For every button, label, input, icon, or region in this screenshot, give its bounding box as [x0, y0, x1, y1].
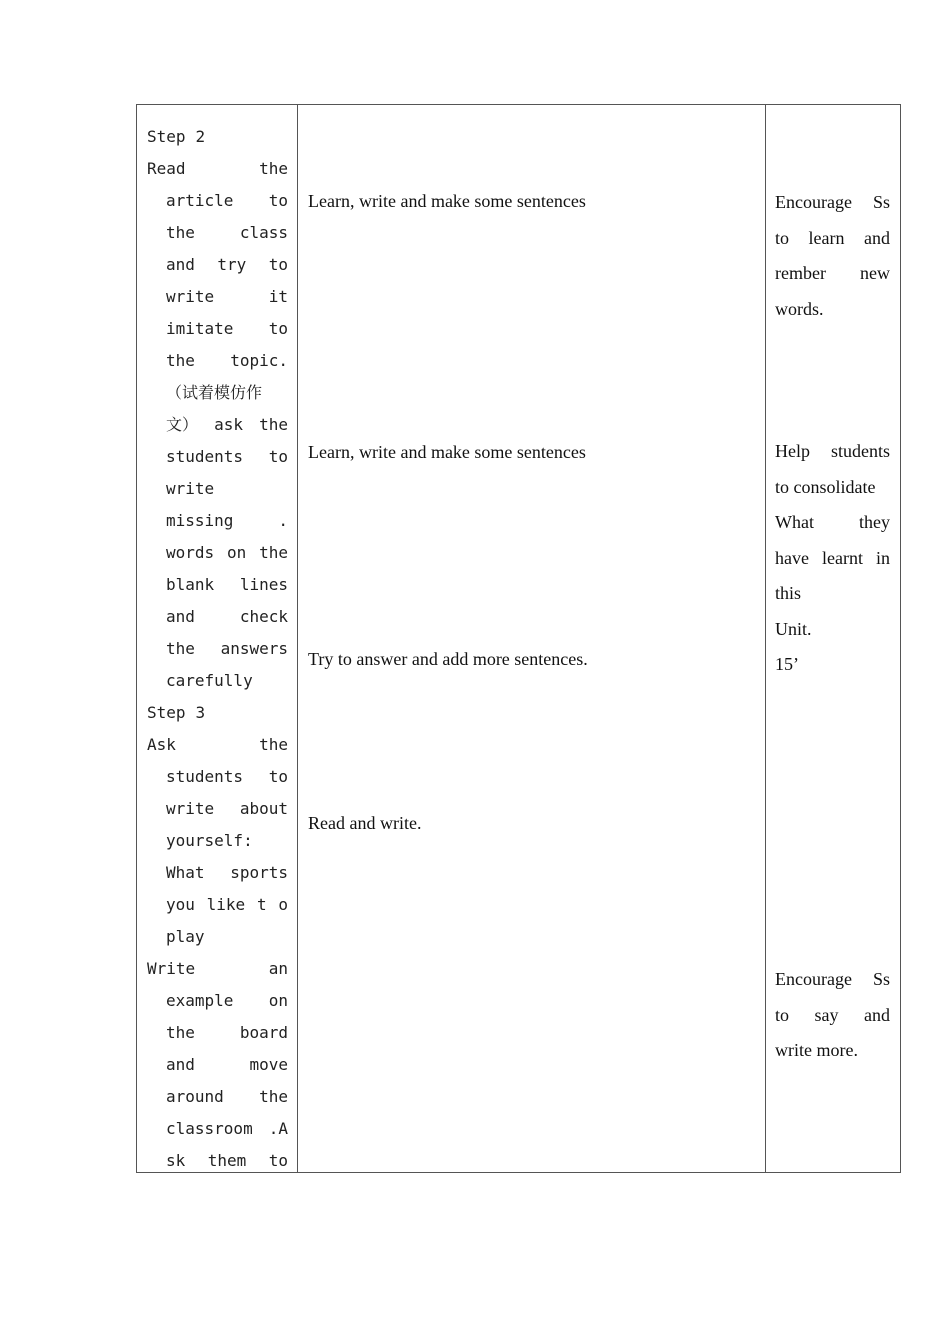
purpose-line: [775, 434, 890, 470]
word: about: [239, 799, 288, 818]
teacher-activity-line: [147, 281, 288, 313]
purpose-line: [775, 256, 890, 292]
word: yourself:: [166, 831, 253, 850]
word: to: [775, 227, 790, 248]
word: carefully: [166, 671, 253, 690]
word: sk: [166, 1151, 186, 1170]
teacher-activity-line: [147, 121, 288, 153]
word: Step: [147, 127, 186, 146]
column-divider: [765, 105, 766, 1172]
word: Read: [147, 159, 186, 178]
word: write: [166, 479, 215, 498]
word: Encourage: [775, 969, 852, 989]
word: 3: [195, 703, 206, 722]
teacher-activity-line: [147, 441, 288, 473]
word: article: [166, 191, 234, 210]
purpose-line: [775, 185, 890, 221]
word: classroom: [166, 1119, 253, 1138]
word: the: [166, 351, 195, 370]
purpose-line: [775, 647, 890, 683]
word: the: [166, 639, 195, 658]
word: board: [239, 1023, 288, 1042]
teacher-activity-line: [147, 1081, 288, 1113]
word: Unit.: [775, 618, 812, 639]
word: ask: [214, 415, 243, 434]
purpose-block: [775, 185, 890, 327]
teacher-activity-line: [147, 345, 288, 377]
word: write: [166, 287, 215, 306]
word: rember: [775, 263, 826, 283]
purpose-line: [775, 612, 890, 648]
teacher-activity-line: [147, 921, 288, 953]
word: Help: [775, 441, 810, 461]
word: 2: [195, 127, 206, 146]
word: imitate: [166, 319, 234, 338]
teacher-activity-line: [147, 153, 288, 185]
word: in: [875, 547, 890, 568]
teacher-activity-line: [147, 1049, 288, 1081]
purpose-line: [775, 998, 890, 1034]
teacher-activity-line: [147, 505, 288, 537]
column-divider: [297, 105, 298, 1172]
word: to: [775, 1004, 790, 1025]
word: and: [166, 1055, 195, 1074]
word: .A: [268, 1119, 288, 1138]
word: o: [278, 895, 288, 914]
word: students: [166, 767, 244, 786]
word: 15’: [775, 654, 799, 674]
word: Ask: [147, 735, 176, 754]
student-activity-item: Learn, write and make some sentences: [308, 191, 586, 211]
word: Ss: [872, 192, 890, 212]
word: 文）: [166, 415, 199, 434]
purpose-line: [775, 505, 890, 541]
teacher-activity-line: [147, 217, 288, 249]
word: What: [775, 512, 814, 532]
purpose-block: [775, 434, 890, 683]
word: around: [166, 1087, 224, 1106]
word: lines: [239, 575, 288, 594]
word: the: [259, 415, 288, 434]
word: write more.: [775, 1040, 858, 1060]
word: to: [268, 319, 288, 338]
word: learnt: [821, 547, 863, 568]
word: you: [166, 895, 195, 914]
teacher-activity-line: [147, 889, 288, 921]
word: students: [166, 447, 244, 466]
teacher-activity-line: [147, 633, 288, 665]
teacher-activity-line: [147, 473, 288, 505]
word: the: [259, 543, 288, 562]
word: sports: [230, 863, 288, 882]
purpose-line: [775, 576, 890, 612]
word: an: [268, 959, 288, 978]
word: t: [256, 895, 267, 914]
word: and: [166, 255, 195, 274]
student-activity-item: Read and write.: [308, 813, 422, 833]
word: blank: [166, 575, 215, 594]
teacher-activity-line: [147, 697, 288, 729]
word: and: [166, 607, 195, 626]
word: Ss: [872, 969, 890, 989]
word: What: [166, 863, 205, 882]
word: to: [268, 767, 288, 786]
word: the: [259, 159, 288, 178]
word: the: [259, 1087, 288, 1106]
teacher-activity-line: [147, 985, 288, 1017]
teacher-activity-line: [147, 313, 288, 345]
student-activity-item: Try to answer and add more sentences.: [308, 649, 588, 669]
purpose-line: [775, 1033, 890, 1069]
word: them: [207, 1151, 247, 1170]
teacher-activity-line: [147, 1017, 288, 1049]
teacher-activity-line: [147, 249, 288, 281]
word: missing: [166, 511, 234, 530]
purpose-line: [775, 470, 890, 506]
word: like: [206, 895, 246, 914]
word: class: [239, 223, 288, 242]
student-activity-item: Learn, write and make some sentences: [308, 442, 586, 462]
word: to: [268, 255, 288, 274]
teacher-activity-line: [147, 825, 288, 857]
teacher-activity-line: [147, 601, 288, 633]
purpose-line: [775, 292, 890, 328]
word: check: [239, 607, 288, 626]
word: （试着模仿作: [166, 383, 263, 402]
teacher-activity-line: [147, 185, 288, 217]
word: have: [775, 547, 809, 568]
teacher-activity-line: [147, 793, 288, 825]
word: topic.: [230, 351, 288, 370]
word: to: [268, 191, 288, 210]
word: words.: [775, 298, 824, 319]
word: Encourage: [775, 192, 852, 212]
word: and: [864, 227, 890, 248]
teacher-activity-line: [147, 857, 288, 889]
word: try: [217, 255, 247, 274]
word: to: [268, 1151, 288, 1170]
teacher-activity-column: [147, 121, 288, 1177]
lesson-plan-table: [136, 104, 901, 1173]
teacher-activity-line: [147, 1145, 288, 1177]
teacher-activity-line: [147, 665, 288, 697]
word: move: [249, 1055, 288, 1074]
teacher-activity-line: [147, 1113, 288, 1145]
word: write: [166, 799, 215, 818]
word: say: [814, 1004, 839, 1025]
word: to consolidate: [775, 476, 876, 497]
word: Write: [147, 959, 196, 978]
purpose-block: [775, 962, 890, 1069]
purpose-line: [775, 962, 890, 998]
word: words: [166, 543, 215, 562]
teacher-activity-line: [147, 537, 288, 569]
word: to: [268, 447, 288, 466]
teacher-activity-line: [147, 377, 288, 409]
word: it: [268, 287, 288, 306]
word: learn: [808, 227, 845, 248]
purpose-line: [775, 541, 890, 577]
teacher-activity-line: [147, 569, 288, 601]
word: and: [863, 1004, 890, 1025]
word: .: [278, 511, 288, 530]
word: the: [259, 735, 288, 754]
teacher-activity-line: [147, 409, 288, 441]
word: they: [859, 512, 890, 532]
word: students: [830, 441, 890, 461]
teacher-activity-line: [147, 729, 288, 761]
word: the: [166, 1023, 195, 1042]
teacher-activity-line: [147, 761, 288, 793]
word: answers: [220, 639, 288, 658]
teacher-activity-line: [147, 953, 288, 985]
word: this: [775, 583, 802, 603]
word: play: [166, 927, 205, 946]
word: Step: [147, 703, 186, 722]
word: on: [227, 543, 247, 562]
word: on: [268, 991, 288, 1010]
word: the: [166, 223, 195, 242]
word: new: [860, 263, 890, 283]
purpose-line: [775, 221, 890, 257]
word: example: [166, 991, 234, 1010]
